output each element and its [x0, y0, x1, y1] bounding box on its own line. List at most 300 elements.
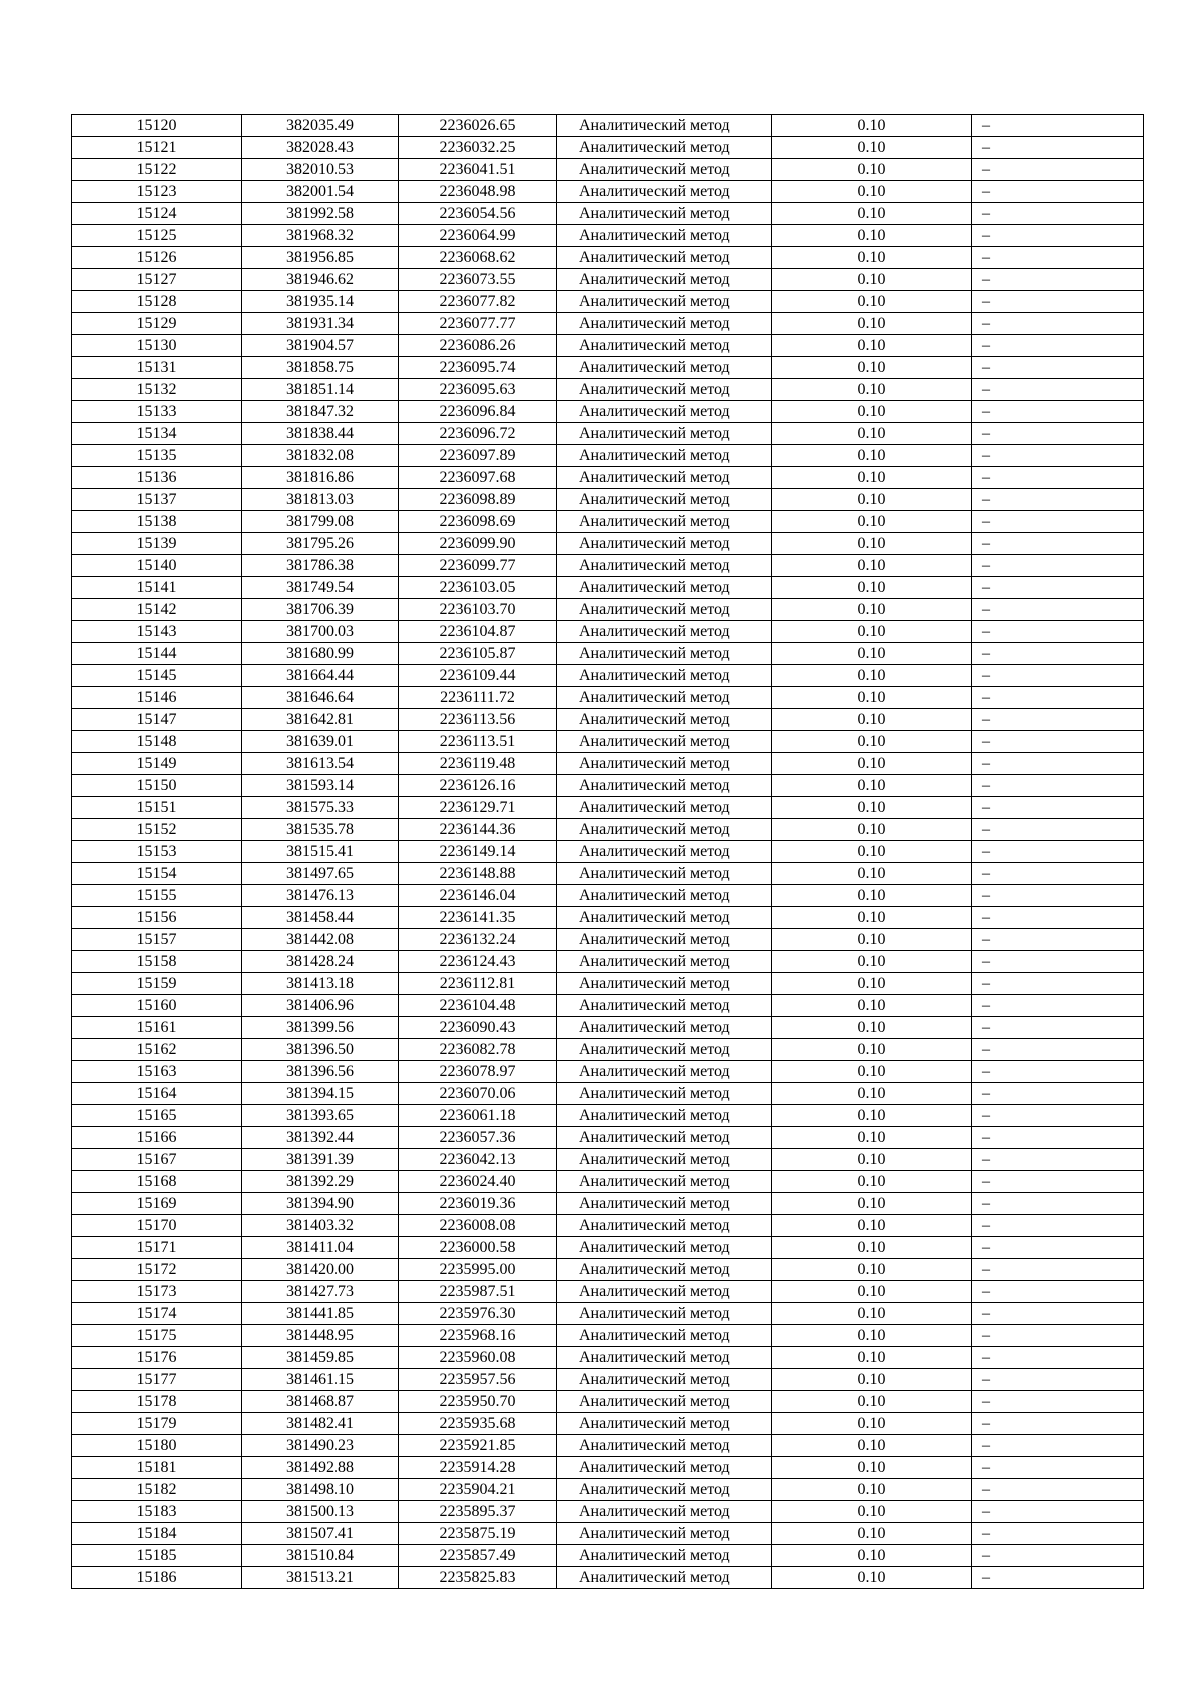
y-coordinate-cell: 2236086.26 — [399, 335, 557, 357]
point-number-cell: 15122 — [72, 159, 242, 181]
method-cell: Аналитический метод — [557, 1193, 772, 1215]
x-coordinate-cell: 381799.08 — [242, 511, 399, 533]
point-number-cell: 15166 — [72, 1127, 242, 1149]
accuracy-cell: 0.10 — [772, 643, 972, 665]
note-cell: – — [972, 225, 1144, 247]
table-row — [72, 1171, 1144, 1193]
method-cell: Аналитический метод — [557, 1149, 772, 1171]
x-coordinate-cell: 381394.90 — [242, 1193, 399, 1215]
point-number-cell: 15155 — [72, 885, 242, 907]
table-row — [72, 951, 1144, 973]
table-row — [72, 643, 1144, 665]
point-number-cell: 15134 — [72, 423, 242, 445]
note-cell: – — [972, 1347, 1144, 1369]
x-coordinate-cell: 381535.78 — [242, 819, 399, 841]
y-coordinate-cell: 2236077.77 — [399, 313, 557, 335]
x-coordinate-cell: 381448.95 — [242, 1325, 399, 1347]
method-cell: Аналитический метод — [557, 1391, 772, 1413]
method-cell: Аналитический метод — [557, 1237, 772, 1259]
note-cell: – — [972, 1017, 1144, 1039]
y-coordinate-cell: 2236073.55 — [399, 269, 557, 291]
table-row — [72, 181, 1144, 203]
method-cell: Аналитический метод — [557, 775, 772, 797]
table-row — [72, 467, 1144, 489]
method-cell: Аналитический метод — [557, 929, 772, 951]
note-cell: – — [972, 555, 1144, 577]
table-row — [72, 225, 1144, 247]
point-number-cell: 15153 — [72, 841, 242, 863]
accuracy-cell: 0.10 — [772, 1523, 972, 1545]
note-cell: – — [972, 1391, 1144, 1413]
point-number-cell: 15121 — [72, 137, 242, 159]
x-coordinate-cell: 381813.03 — [242, 489, 399, 511]
y-coordinate-cell: 2236104.87 — [399, 621, 557, 643]
note-cell: – — [972, 819, 1144, 841]
table-row — [72, 753, 1144, 775]
accuracy-cell: 0.10 — [772, 379, 972, 401]
accuracy-cell: 0.10 — [772, 929, 972, 951]
note-cell: – — [972, 1523, 1144, 1545]
accuracy-cell: 0.10 — [772, 1127, 972, 1149]
accuracy-cell: 0.10 — [772, 269, 972, 291]
point-number-cell: 15165 — [72, 1105, 242, 1127]
point-number-cell: 15139 — [72, 533, 242, 555]
method-cell: Аналитический метод — [557, 599, 772, 621]
y-coordinate-cell: 2236124.43 — [399, 951, 557, 973]
x-coordinate-cell: 381816.86 — [242, 467, 399, 489]
table-row — [72, 313, 1144, 335]
point-number-cell: 15158 — [72, 951, 242, 973]
table-row — [72, 1039, 1144, 1061]
accuracy-cell: 0.10 — [772, 621, 972, 643]
accuracy-cell: 0.10 — [772, 1215, 972, 1237]
point-number-cell: 15169 — [72, 1193, 242, 1215]
x-coordinate-cell: 381500.13 — [242, 1501, 399, 1523]
table-body — [72, 115, 1144, 1589]
note-cell: – — [972, 1567, 1144, 1589]
note-cell: – — [972, 115, 1144, 137]
note-cell: – — [972, 863, 1144, 885]
method-cell: Аналитический метод — [557, 335, 772, 357]
method-cell: Аналитический метод — [557, 1083, 772, 1105]
note-cell: – — [972, 753, 1144, 775]
method-cell: Аналитический метод — [557, 1215, 772, 1237]
accuracy-cell: 0.10 — [772, 467, 972, 489]
point-number-cell: 15141 — [72, 577, 242, 599]
method-cell: Аналитический метод — [557, 973, 772, 995]
note-cell: – — [972, 1171, 1144, 1193]
note-cell: – — [972, 1545, 1144, 1567]
table-row — [72, 1017, 1144, 1039]
method-cell: Аналитический метод — [557, 1545, 772, 1567]
coordinates-table — [71, 114, 1144, 1589]
y-coordinate-cell: 2236146.04 — [399, 885, 557, 907]
x-coordinate-cell: 381795.26 — [242, 533, 399, 555]
x-coordinate-cell: 381639.01 — [242, 731, 399, 753]
point-number-cell: 15164 — [72, 1083, 242, 1105]
table-row — [72, 709, 1144, 731]
note-cell: – — [972, 687, 1144, 709]
x-coordinate-cell: 381396.56 — [242, 1061, 399, 1083]
y-coordinate-cell: 2236098.69 — [399, 511, 557, 533]
table-row — [72, 1545, 1144, 1567]
accuracy-cell: 0.10 — [772, 357, 972, 379]
table-row — [72, 1523, 1144, 1545]
accuracy-cell: 0.10 — [772, 995, 972, 1017]
accuracy-cell: 0.10 — [772, 1435, 972, 1457]
point-number-cell: 15143 — [72, 621, 242, 643]
accuracy-cell: 0.10 — [772, 445, 972, 467]
accuracy-cell: 0.10 — [772, 1171, 972, 1193]
table-row — [72, 1413, 1144, 1435]
method-cell: Аналитический метод — [557, 181, 772, 203]
table-row — [72, 1281, 1144, 1303]
point-number-cell: 15156 — [72, 907, 242, 929]
note-cell: – — [972, 1193, 1144, 1215]
method-cell: Аналитический метод — [557, 753, 772, 775]
method-cell: Аналитический метод — [557, 819, 772, 841]
table-row — [72, 687, 1144, 709]
accuracy-cell: 0.10 — [772, 335, 972, 357]
note-cell: – — [972, 1127, 1144, 1149]
y-coordinate-cell: 2236019.36 — [399, 1193, 557, 1215]
table-row — [72, 1193, 1144, 1215]
method-cell: Аналитический метод — [557, 885, 772, 907]
method-cell: Аналитический метод — [557, 115, 772, 137]
accuracy-cell: 0.10 — [772, 291, 972, 313]
method-cell: Аналитический метод — [557, 533, 772, 555]
accuracy-cell: 0.10 — [772, 819, 972, 841]
note-cell: – — [972, 577, 1144, 599]
point-number-cell: 15137 — [72, 489, 242, 511]
table-row — [72, 1347, 1144, 1369]
method-cell: Аналитический метод — [557, 1061, 772, 1083]
method-cell: Аналитический метод — [557, 357, 772, 379]
method-cell: Аналитический метод — [557, 1105, 772, 1127]
y-coordinate-cell: 2236119.48 — [399, 753, 557, 775]
accuracy-cell: 0.10 — [772, 863, 972, 885]
method-cell: Аналитический метод — [557, 247, 772, 269]
x-coordinate-cell: 381482.41 — [242, 1413, 399, 1435]
method-cell: Аналитический метод — [557, 1171, 772, 1193]
x-coordinate-cell: 381459.85 — [242, 1347, 399, 1369]
accuracy-cell: 0.10 — [772, 533, 972, 555]
point-number-cell: 15183 — [72, 1501, 242, 1523]
y-coordinate-cell: 2236000.58 — [399, 1237, 557, 1259]
table-row — [72, 1391, 1144, 1413]
table-row — [72, 357, 1144, 379]
y-coordinate-cell: 2235895.37 — [399, 1501, 557, 1523]
accuracy-cell: 0.10 — [772, 401, 972, 423]
x-coordinate-cell: 381394.15 — [242, 1083, 399, 1105]
method-cell: Аналитический метод — [557, 665, 772, 687]
y-coordinate-cell: 2235857.49 — [399, 1545, 557, 1567]
point-number-cell: 15128 — [72, 291, 242, 313]
x-coordinate-cell: 382010.53 — [242, 159, 399, 181]
y-coordinate-cell: 2236057.36 — [399, 1127, 557, 1149]
x-coordinate-cell: 381403.32 — [242, 1215, 399, 1237]
point-number-cell: 15144 — [72, 643, 242, 665]
x-coordinate-cell: 381931.34 — [242, 313, 399, 335]
accuracy-cell: 0.10 — [772, 203, 972, 225]
y-coordinate-cell: 2236109.44 — [399, 665, 557, 687]
y-coordinate-cell: 2236105.87 — [399, 643, 557, 665]
table-row — [72, 841, 1144, 863]
point-number-cell: 15186 — [72, 1567, 242, 1589]
note-cell: – — [972, 203, 1144, 225]
note-cell: – — [972, 379, 1144, 401]
note-cell: – — [972, 1281, 1144, 1303]
x-coordinate-cell: 381428.24 — [242, 951, 399, 973]
method-cell: Аналитический метод — [557, 1567, 772, 1589]
table-row — [72, 1435, 1144, 1457]
y-coordinate-cell: 2236103.05 — [399, 577, 557, 599]
method-cell: Аналитический метод — [557, 269, 772, 291]
accuracy-cell: 0.10 — [772, 951, 972, 973]
table-row — [72, 1215, 1144, 1237]
table-row — [72, 1479, 1144, 1501]
y-coordinate-cell: 2236048.98 — [399, 181, 557, 203]
note-cell: – — [972, 1105, 1144, 1127]
note-cell: – — [972, 1303, 1144, 1325]
x-coordinate-cell: 381904.57 — [242, 335, 399, 357]
accuracy-cell: 0.10 — [772, 1347, 972, 1369]
x-coordinate-cell: 382028.43 — [242, 137, 399, 159]
accuracy-cell: 0.10 — [772, 1149, 972, 1171]
method-cell: Аналитический метод — [557, 841, 772, 863]
point-number-cell: 15162 — [72, 1039, 242, 1061]
x-coordinate-cell: 381700.03 — [242, 621, 399, 643]
y-coordinate-cell: 2236008.08 — [399, 1215, 557, 1237]
table-row — [72, 907, 1144, 929]
point-number-cell: 15161 — [72, 1017, 242, 1039]
x-coordinate-cell: 381476.13 — [242, 885, 399, 907]
table-row — [72, 1127, 1144, 1149]
point-number-cell: 15151 — [72, 797, 242, 819]
x-coordinate-cell: 381442.08 — [242, 929, 399, 951]
note-cell: – — [972, 357, 1144, 379]
y-coordinate-cell: 2235921.85 — [399, 1435, 557, 1457]
y-coordinate-cell: 2236129.71 — [399, 797, 557, 819]
point-number-cell: 15125 — [72, 225, 242, 247]
x-coordinate-cell: 381680.99 — [242, 643, 399, 665]
accuracy-cell: 0.10 — [772, 247, 972, 269]
point-number-cell: 15184 — [72, 1523, 242, 1545]
accuracy-cell: 0.10 — [772, 1501, 972, 1523]
accuracy-cell: 0.10 — [772, 1303, 972, 1325]
x-coordinate-cell: 381411.04 — [242, 1237, 399, 1259]
table-row — [72, 995, 1144, 1017]
method-cell: Аналитический метод — [557, 577, 772, 599]
accuracy-cell: 0.10 — [772, 181, 972, 203]
table-row — [72, 1259, 1144, 1281]
table-row — [72, 885, 1144, 907]
method-cell: Аналитический метод — [557, 203, 772, 225]
y-coordinate-cell: 2235987.51 — [399, 1281, 557, 1303]
x-coordinate-cell: 381413.18 — [242, 973, 399, 995]
note-cell: – — [972, 401, 1144, 423]
note-cell: – — [972, 709, 1144, 731]
method-cell: Аналитический метод — [557, 1325, 772, 1347]
x-coordinate-cell: 381847.32 — [242, 401, 399, 423]
x-coordinate-cell: 381946.62 — [242, 269, 399, 291]
x-coordinate-cell: 381392.44 — [242, 1127, 399, 1149]
table-row — [72, 291, 1144, 313]
accuracy-cell: 0.10 — [772, 1413, 972, 1435]
y-coordinate-cell: 2236148.88 — [399, 863, 557, 885]
y-coordinate-cell: 2235825.83 — [399, 1567, 557, 1589]
note-cell: – — [972, 621, 1144, 643]
x-coordinate-cell: 381992.58 — [242, 203, 399, 225]
table-row — [72, 247, 1144, 269]
table-row — [72, 489, 1144, 511]
accuracy-cell: 0.10 — [772, 1567, 972, 1589]
x-coordinate-cell: 381507.41 — [242, 1523, 399, 1545]
y-coordinate-cell: 2236095.63 — [399, 379, 557, 401]
note-cell: – — [972, 137, 1144, 159]
method-cell: Аналитический метод — [557, 313, 772, 335]
note-cell: – — [972, 247, 1144, 269]
point-number-cell: 15147 — [72, 709, 242, 731]
y-coordinate-cell: 2236032.25 — [399, 137, 557, 159]
method-cell: Аналитический метод — [557, 951, 772, 973]
x-coordinate-cell: 381420.00 — [242, 1259, 399, 1281]
point-number-cell: 15148 — [72, 731, 242, 753]
point-number-cell: 15170 — [72, 1215, 242, 1237]
y-coordinate-cell: 2236090.43 — [399, 1017, 557, 1039]
point-number-cell: 15130 — [72, 335, 242, 357]
method-cell: Аналитический метод — [557, 907, 772, 929]
method-cell: Аналитический метод — [557, 159, 772, 181]
accuracy-cell: 0.10 — [772, 753, 972, 775]
y-coordinate-cell: 2235960.08 — [399, 1347, 557, 1369]
y-coordinate-cell: 2235957.56 — [399, 1369, 557, 1391]
note-cell: – — [972, 951, 1144, 973]
x-coordinate-cell: 381515.41 — [242, 841, 399, 863]
point-number-cell: 15136 — [72, 467, 242, 489]
method-cell: Аналитический метод — [557, 423, 772, 445]
note-cell: – — [972, 291, 1144, 313]
accuracy-cell: 0.10 — [772, 687, 972, 709]
y-coordinate-cell: 2236113.56 — [399, 709, 557, 731]
table-row — [72, 1303, 1144, 1325]
point-number-cell: 15171 — [72, 1237, 242, 1259]
accuracy-cell: 0.10 — [772, 1325, 972, 1347]
x-coordinate-cell: 381392.29 — [242, 1171, 399, 1193]
table-row — [72, 1061, 1144, 1083]
table-row — [72, 511, 1144, 533]
method-cell: Аналитический метод — [557, 1017, 772, 1039]
point-number-cell: 15149 — [72, 753, 242, 775]
y-coordinate-cell: 2236141.35 — [399, 907, 557, 929]
point-number-cell: 15127 — [72, 269, 242, 291]
point-number-cell: 15146 — [72, 687, 242, 709]
accuracy-cell: 0.10 — [772, 423, 972, 445]
method-cell: Аналитический метод — [557, 687, 772, 709]
accuracy-cell: 0.10 — [772, 907, 972, 929]
method-cell: Аналитический метод — [557, 1303, 772, 1325]
point-number-cell: 15185 — [72, 1545, 242, 1567]
y-coordinate-cell: 2236097.68 — [399, 467, 557, 489]
accuracy-cell: 0.10 — [772, 1369, 972, 1391]
point-number-cell: 15123 — [72, 181, 242, 203]
x-coordinate-cell: 381613.54 — [242, 753, 399, 775]
note-cell: – — [972, 1479, 1144, 1501]
method-cell: Аналитический метод — [557, 1347, 772, 1369]
x-coordinate-cell: 381393.65 — [242, 1105, 399, 1127]
note-cell: – — [972, 1237, 1144, 1259]
note-cell: – — [972, 731, 1144, 753]
table-row — [72, 555, 1144, 577]
note-cell: – — [972, 885, 1144, 907]
table-row — [72, 1369, 1144, 1391]
table-row — [72, 159, 1144, 181]
x-coordinate-cell: 381786.38 — [242, 555, 399, 577]
method-cell: Аналитический метод — [557, 1435, 772, 1457]
table-row — [72, 577, 1144, 599]
method-cell: Аналитический метод — [557, 555, 772, 577]
x-coordinate-cell: 381858.75 — [242, 357, 399, 379]
y-coordinate-cell: 2236042.13 — [399, 1149, 557, 1171]
y-coordinate-cell: 2235976.30 — [399, 1303, 557, 1325]
x-coordinate-cell: 381497.65 — [242, 863, 399, 885]
method-cell: Аналитический метод — [557, 445, 772, 467]
table-row — [72, 203, 1144, 225]
note-cell: – — [972, 489, 1144, 511]
y-coordinate-cell: 2235875.19 — [399, 1523, 557, 1545]
note-cell: – — [972, 1501, 1144, 1523]
accuracy-cell: 0.10 — [772, 159, 972, 181]
table-row — [72, 973, 1144, 995]
point-number-cell: 15138 — [72, 511, 242, 533]
point-number-cell: 15160 — [72, 995, 242, 1017]
method-cell: Аналитический метод — [557, 1039, 772, 1061]
point-number-cell: 15180 — [72, 1435, 242, 1457]
y-coordinate-cell: 2236111.72 — [399, 687, 557, 709]
table-row — [72, 665, 1144, 687]
x-coordinate-cell: 381391.39 — [242, 1149, 399, 1171]
accuracy-cell: 0.10 — [772, 1105, 972, 1127]
accuracy-cell: 0.10 — [772, 511, 972, 533]
point-number-cell: 15142 — [72, 599, 242, 621]
x-coordinate-cell: 381749.54 — [242, 577, 399, 599]
method-cell: Аналитический метод — [557, 797, 772, 819]
method-cell: Аналитический метод — [557, 709, 772, 731]
note-cell: – — [972, 1039, 1144, 1061]
x-coordinate-cell: 381832.08 — [242, 445, 399, 467]
table-row — [72, 533, 1144, 555]
y-coordinate-cell: 2236064.99 — [399, 225, 557, 247]
method-cell: Аналитический метод — [557, 1369, 772, 1391]
point-number-cell: 15120 — [72, 115, 242, 137]
method-cell: Аналитический метод — [557, 995, 772, 1017]
x-coordinate-cell: 381406.96 — [242, 995, 399, 1017]
method-cell: Аналитический метод — [557, 489, 772, 511]
point-number-cell: 15163 — [72, 1061, 242, 1083]
note-cell: – — [972, 929, 1144, 951]
method-cell: Аналитический метод — [557, 225, 772, 247]
accuracy-cell: 0.10 — [772, 1083, 972, 1105]
accuracy-cell: 0.10 — [772, 1259, 972, 1281]
x-coordinate-cell: 381664.44 — [242, 665, 399, 687]
note-cell: – — [972, 1435, 1144, 1457]
y-coordinate-cell: 2235935.68 — [399, 1413, 557, 1435]
table-row — [72, 1567, 1144, 1589]
note-cell: – — [972, 335, 1144, 357]
accuracy-cell: 0.10 — [772, 1039, 972, 1061]
y-coordinate-cell: 2236077.82 — [399, 291, 557, 313]
x-coordinate-cell: 381510.84 — [242, 1545, 399, 1567]
